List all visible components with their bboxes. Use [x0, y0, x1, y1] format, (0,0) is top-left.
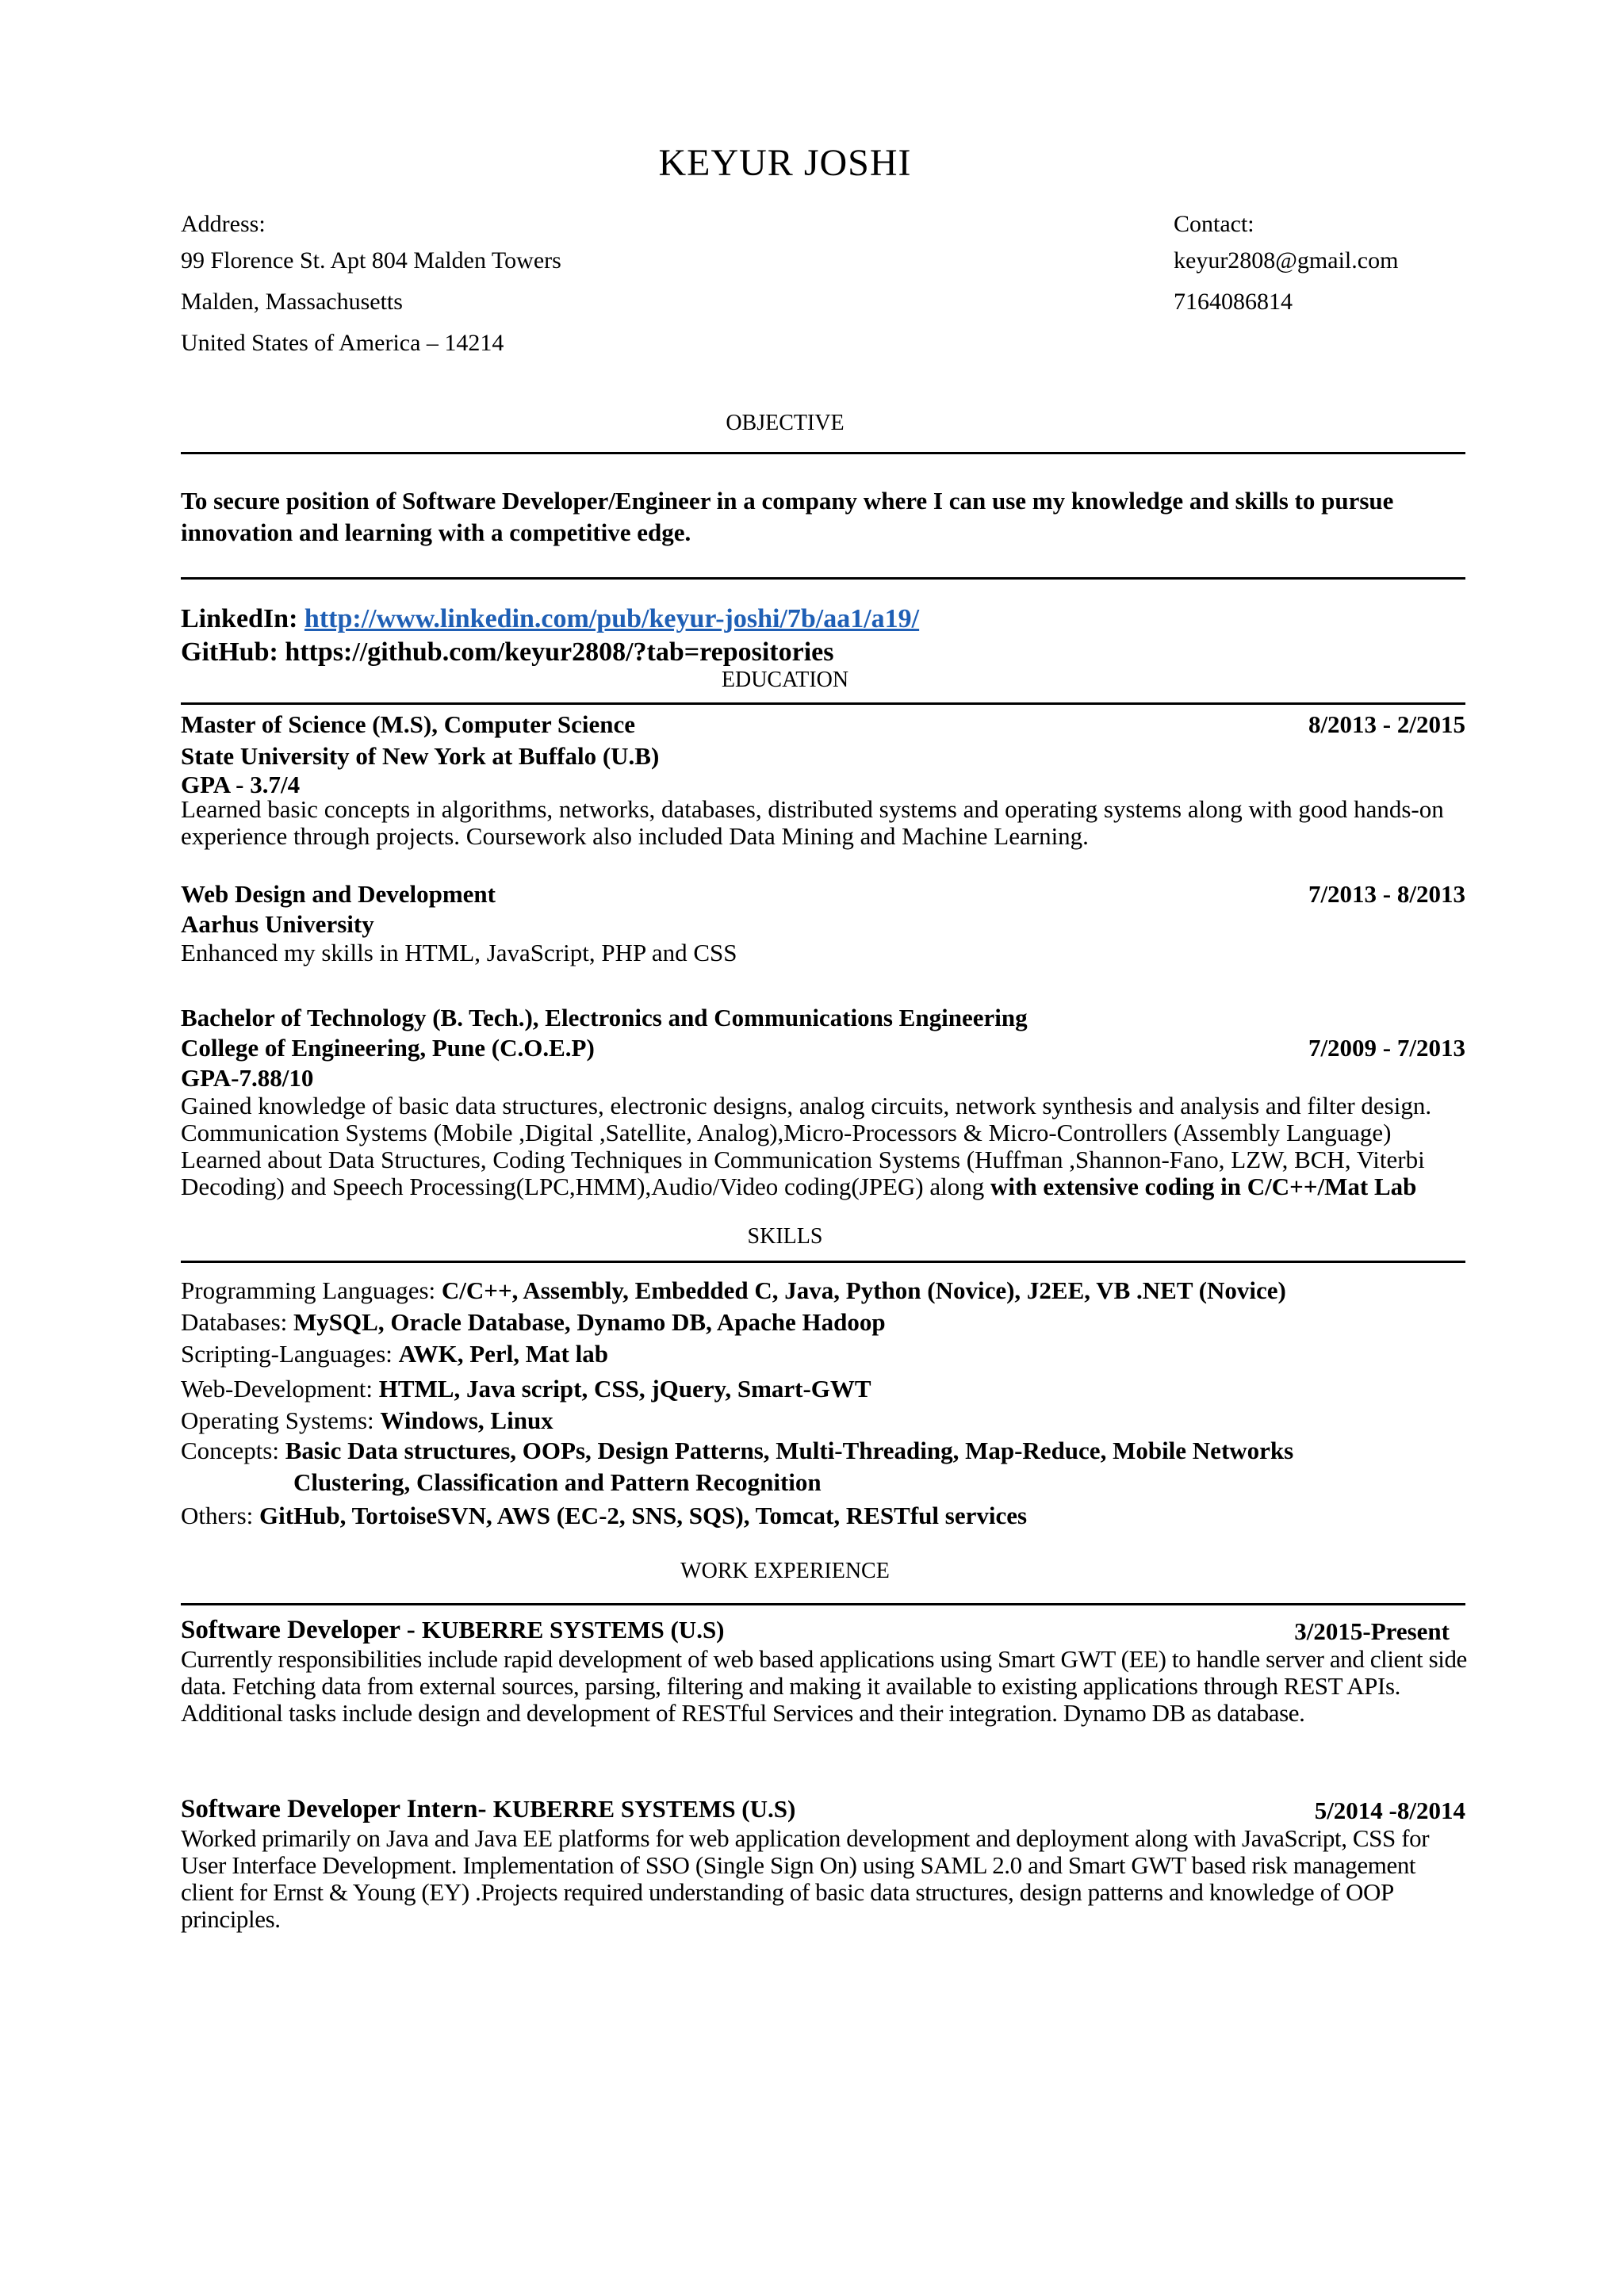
edu-desc-ms: Learned basic concepts in algorithms, networks, databases, distributed systems and operating systems along with good hands-on experience through projects. Coursework also included Data Mining and Machine Learning.	[181, 795, 1444, 850]
address-label: Address:	[181, 211, 266, 237]
objective-text: To secure position of Software Developer/Engineer in a company where I can use my knowledge and skills to pursue innovation and learning with a competitive edge.	[181, 487, 1394, 546]
work-role: Software Developer -	[181, 1616, 422, 1644]
skill-row-concepts-cont	[293, 1468, 822, 1497]
skill-row-web	[181, 1375, 871, 1403]
skill-value: GitHub, TortoiseSVN, AWS (EC-2, SNS, SQS), Tomcat, RESTful services	[259, 1502, 1028, 1529]
work-desc-intern: Worked primarily on Java and Java EE platforms for web application development and deployment along with JavaScript, CSS for User Interface Development. Implementation of SSO (Single Sign On) using SAML 2.0 and Smart GWT based risk management client for Ernst & Young (EY) .Projects required understanding of basic data structures, design patterns and knowledge of OOP principles.	[181, 1824, 1430, 1933]
skill-label: Others:	[181, 1502, 260, 1529]
linkedin-line	[181, 604, 919, 634]
section-title-work: WORK EXPERIENCE	[680, 1559, 890, 1583]
section-divider	[181, 452, 1465, 454]
edu-school-aarhus: Aarhus University	[181, 910, 374, 938]
skill-label: Operating Systems:	[181, 1406, 381, 1434]
section-title-skills: SKILLS	[747, 1224, 823, 1249]
linkedin-link[interactable]: http://www.linkedin.com/pub/keyur-joshi/7b/aa1/a19/	[304, 604, 920, 633]
skill-value: Clustering, Classification and Pattern Recognition	[293, 1468, 822, 1496]
contact-email[interactable]: keyur2808@gmail.com	[1174, 247, 1399, 274]
section-divider	[181, 1261, 1465, 1263]
skill-label: Concepts:	[181, 1437, 285, 1464]
address-line-1: 99 Florence St. Apt 804 Malden Towers	[181, 247, 561, 274]
skill-row-programming	[181, 1276, 1286, 1305]
edu-dates-web: 7/2013 - 8/2013	[1308, 880, 1465, 908]
edu-degree-web: Web Design and Development	[181, 880, 496, 908]
github-line	[181, 637, 833, 668]
section-title-objective: OBJECTIVE	[726, 411, 845, 435]
skill-row-os	[181, 1406, 553, 1435]
work-dates-intern: 5/2014 -8/2014	[1314, 1797, 1465, 1824]
edu-dates-ms: 8/2013 - 2/2015	[1308, 710, 1465, 738]
address-line-2: Malden, Massachusetts	[181, 289, 403, 315]
work-desc-developer: Currently responsibilities include rapid development of web based applications using Smart GWT (EE) to handle server and client side data. Fetching data from external sources, parsing, filtering and making it available to existing applications through REST APIs. Additional tasks include design and development of RESTful Services and their integration. Dynamo DB as database.	[181, 1645, 1467, 1727]
skill-value: MySQL, Oracle Database, Dynamo DB, Apache Hadoop	[293, 1308, 886, 1336]
address-line-3: United States of America – 14214	[181, 330, 504, 356]
section-divider	[181, 1603, 1465, 1605]
section-divider	[181, 702, 1465, 705]
edu-school-ub: State University of New York at Buffalo (U.B)	[181, 742, 660, 770]
work-title-intern	[181, 1795, 795, 1824]
contact-label: Contact:	[1174, 211, 1254, 237]
skill-label: Web-Development:	[181, 1375, 379, 1402]
edu-desc-btech-text: Gained knowledge of basic data structures, electronic designs, analog circuits, network synthesis and analysis and filter design. Communication Systems (Mobile ,Digital ,Satellite, Analog),Micro-Processors & Micro-Controllers (Assembly Language) Learned about Data Structures, Coding Techniques in Communication Systems (Huffman ,Shannon-Fano, LZW, BCH, Viterbi Decoding) and Speech Processing(LPC,HMM),Audio/Video coding(JPEG) along	[181, 1092, 1432, 1200]
edu-school-coep: College of Engineering, Pune (C.O.E.P)	[181, 1034, 595, 1062]
skill-row-concepts	[181, 1437, 1293, 1465]
skill-value: Basic Data structures, OOPs, Design Patterns, Multi-Threading, Map-Reduce, Mobile Networks	[285, 1437, 1294, 1464]
section-title-education: EDUCATION	[721, 668, 849, 692]
skill-value: Windows, Linux	[380, 1406, 553, 1434]
contact-phone: 7164086814	[1174, 289, 1293, 315]
work-dates-developer: 3/2015-Present	[1294, 1617, 1450, 1645]
edu-gpa-ms: GPA - 3.7/4	[181, 771, 301, 798]
linkedin-label: LinkedIn:	[181, 604, 304, 633]
edu-gpa-btech: GPA-7.88/10	[181, 1064, 314, 1092]
candidate-name: KEYUR JOSHI	[658, 142, 912, 184]
edu-degree-ms: Master of Science (M.S), Computer Science	[181, 710, 636, 738]
skill-value: C/C++, Assembly, Embedded C, Java, Python (Novice), J2EE, VB .NET (Novice)	[441, 1276, 1286, 1304]
skill-label: Scripting-Languages:	[181, 1340, 399, 1368]
edu-desc-btech-bold: with extensive coding in C/C++/Mat Lab	[990, 1173, 1417, 1200]
skill-value: AWK, Perl, Mat lab	[398, 1340, 608, 1368]
skill-row-databases	[181, 1308, 886, 1337]
skill-label: Databases:	[181, 1308, 294, 1336]
work-company: KUBERRE SYSTEMS (U.S)	[492, 1795, 796, 1823]
work-title-developer	[181, 1616, 725, 1645]
edu-desc-btech	[181, 1093, 1473, 1200]
skill-label: Programming Languages:	[181, 1276, 442, 1304]
skill-row-others	[181, 1502, 1027, 1530]
skill-row-scripting	[181, 1340, 608, 1368]
edu-degree-btech: Bachelor of Technology (B. Tech.), Electronics and Communications Engineering	[181, 1004, 1028, 1031]
section-divider	[181, 577, 1465, 580]
edu-desc-web: Enhanced my skills in HTML, JavaScript, PHP and CSS	[181, 939, 737, 966]
github-label: GitHub:	[181, 637, 285, 667]
skill-value: HTML, Java script, CSS, jQuery, Smart-GWT	[378, 1375, 871, 1402]
work-role: Software Developer Intern-	[181, 1795, 493, 1823]
edu-dates-btech: 7/2009 - 7/2013	[1308, 1034, 1465, 1062]
work-company: KUBERRE SYSTEMS (U.S)	[421, 1616, 725, 1644]
github-link[interactable]: https://github.com/keyur2808/?tab=repositories	[285, 637, 834, 667]
